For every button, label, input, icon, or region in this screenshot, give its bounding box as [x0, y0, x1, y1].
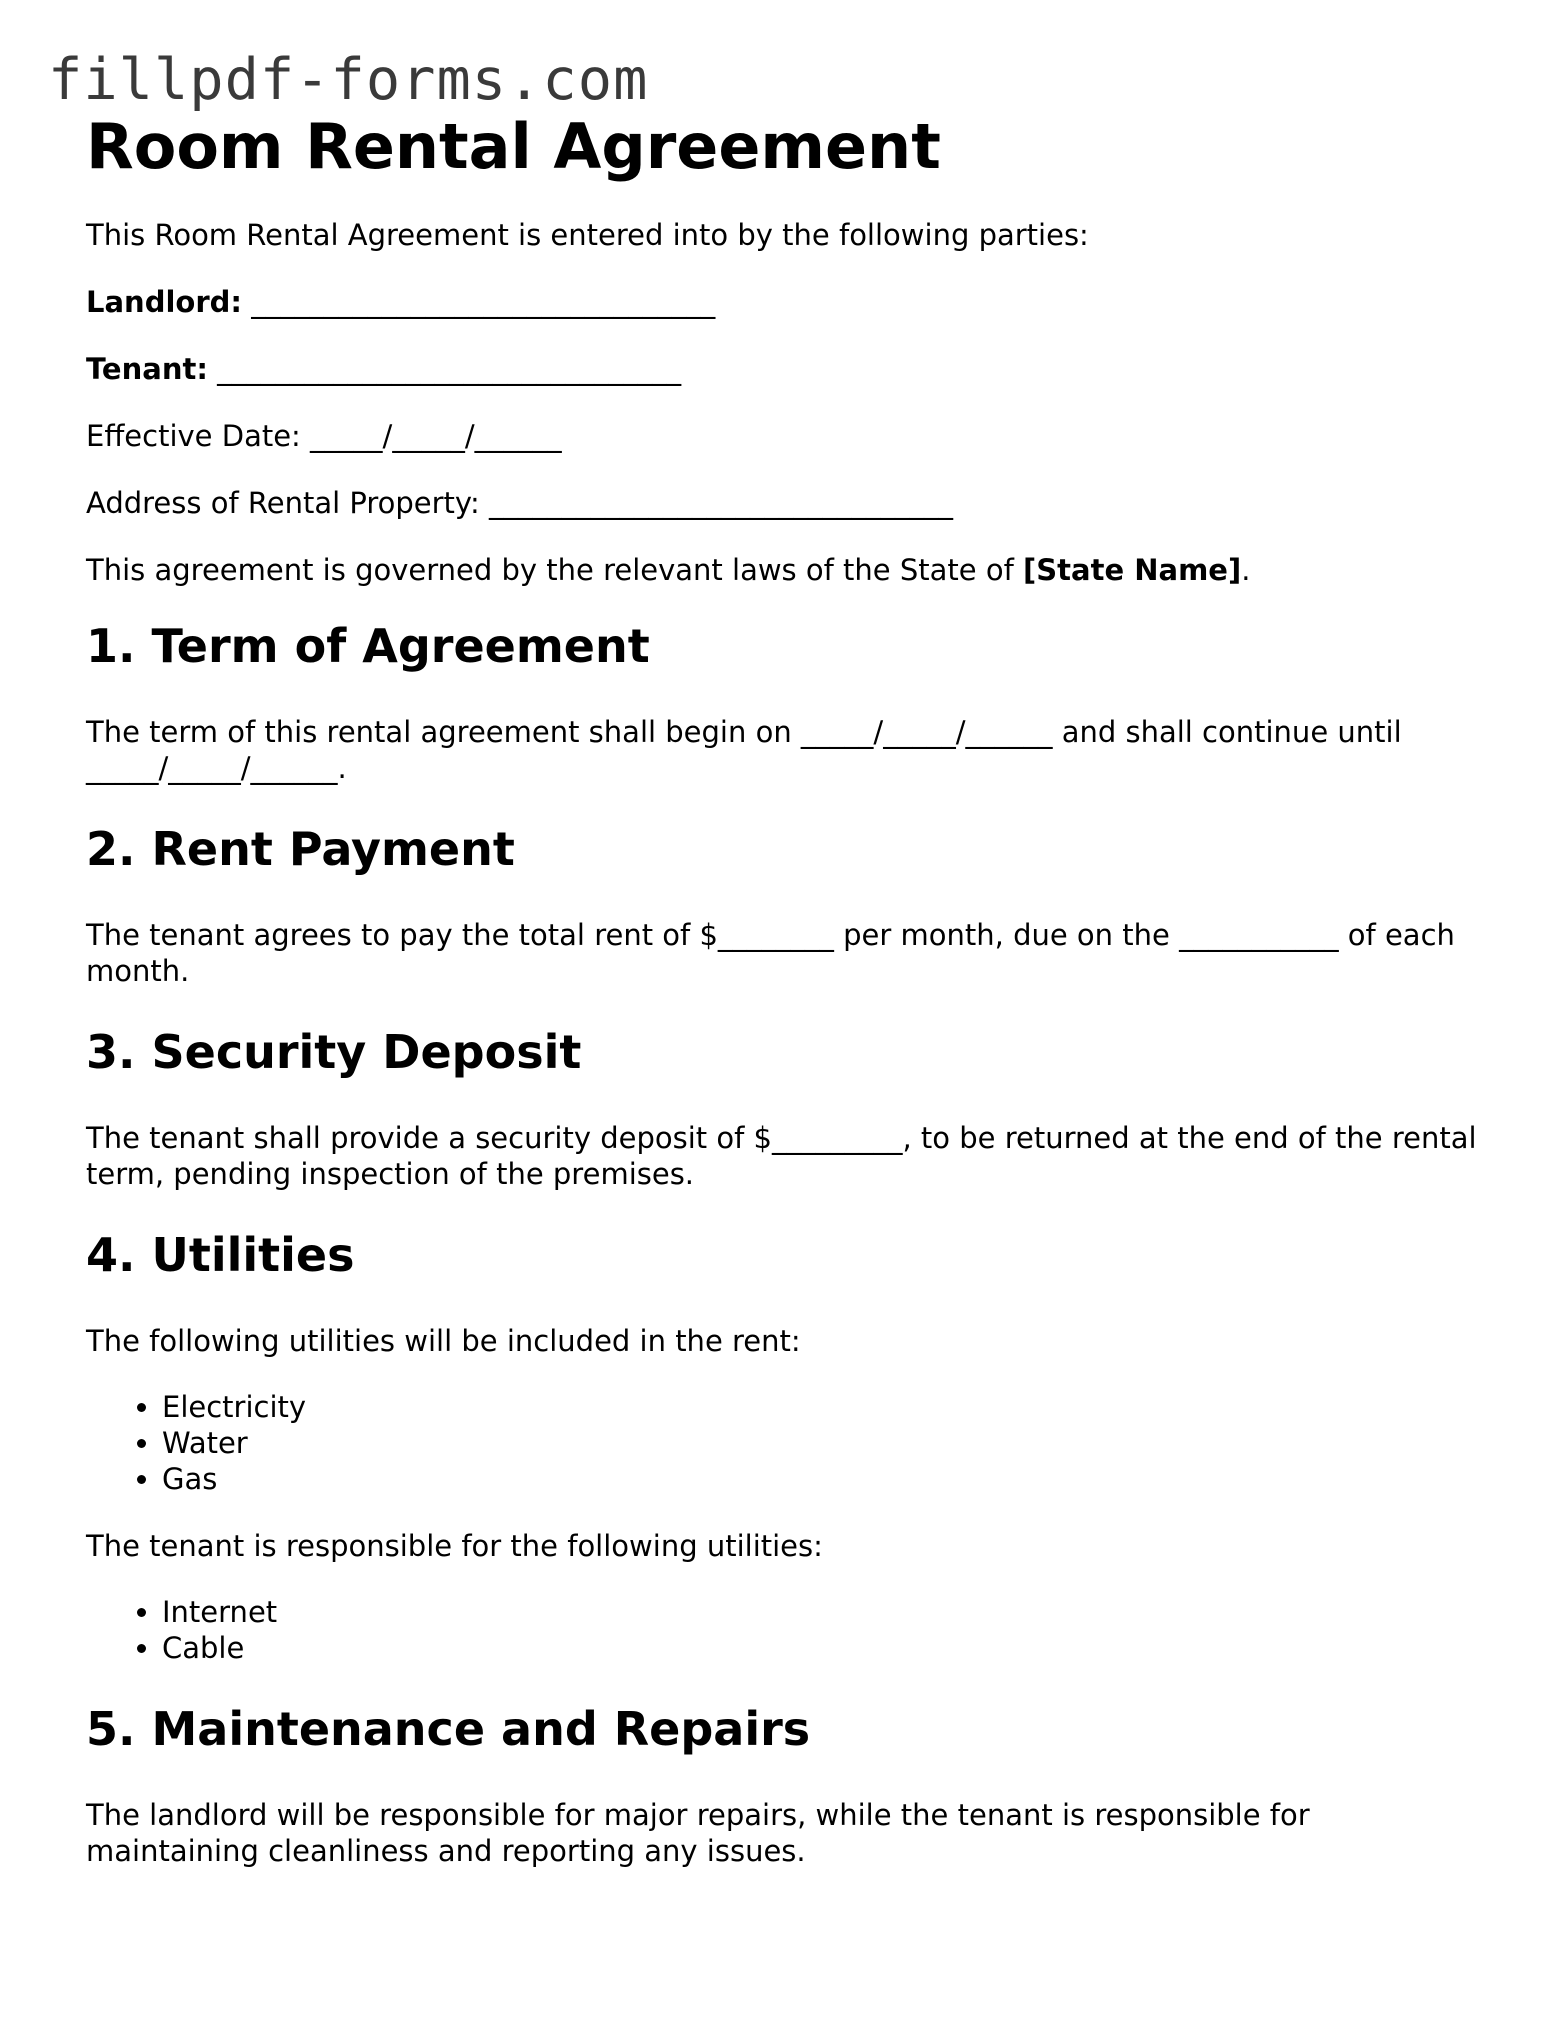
section-term-body: The term of this rental agreement shall begin on _____/_____/______ and shall continue until _____/_____/______.	[86, 715, 1402, 785]
document-title: Room Rental Agreement	[86, 110, 941, 183]
list-item: • Electricity	[162, 1389, 1486, 1425]
section-rent-body: The tenant agrees to pay the total rent of $________ per month, due on the ___________ of each month.	[86, 918, 1455, 988]
intro-text: This Room Rental Agreement is entered into by the following parties:	[86, 218, 1089, 252]
section-maintenance-heading: 5. Maintenance and Repairs	[86, 1702, 811, 1756]
governing-text-after: .	[1241, 553, 1251, 587]
list-item: • Cable	[162, 1630, 1486, 1666]
landlord-blank[interactable]: ________________________________	[251, 285, 716, 319]
tenant-label: Tenant:	[86, 352, 208, 386]
watermark: fillpdf-forms.com	[48, 47, 649, 113]
tenant-field[interactable]	[86, 351, 1486, 387]
utilities-included-list	[86, 1389, 1486, 1497]
list-item: • Water	[162, 1425, 1486, 1461]
landlord-field[interactable]	[86, 284, 1486, 320]
utilities-included-intro: The following utilities will be included in the rent:	[86, 1324, 801, 1358]
address-field[interactable]: Address of Rental Property: ________________________________	[86, 486, 953, 520]
section-term-heading: 1. Term of Agreement	[86, 619, 650, 673]
landlord-label: Landlord:	[86, 285, 242, 319]
list-item: • Gas	[162, 1461, 1486, 1497]
section-deposit-body: The tenant shall provide a security deposit of $_________, to be returned at the end of the rental term, pending inspection of the premises.	[86, 1121, 1477, 1191]
section-maintenance-body: The landlord will be responsible for major repairs, while the tenant is responsible for maintaining cleanliness and reporting any issues.	[86, 1798, 1310, 1868]
tenant-blank[interactable]: ________________________________	[217, 352, 682, 386]
utilities-tenant-intro: The tenant is responsible for the following utilities:	[86, 1529, 823, 1563]
state-name: [State Name]	[1023, 553, 1242, 587]
section-rent-heading: 2. Rent Payment	[86, 822, 515, 876]
section-deposit-heading: 3. Security Deposit	[86, 1025, 582, 1079]
section-utilities-heading: 4. Utilities	[86, 1228, 355, 1282]
effective-date-field[interactable]: Effective Date: _____/_____/______	[86, 419, 562, 453]
governing-text-before: This agreement is governed by the relevant laws of the State of	[86, 553, 1024, 587]
document-page	[86, 105, 1486, 1869]
utilities-tenant-list	[86, 1594, 1486, 1666]
list-item: • Internet	[162, 1594, 1486, 1630]
governing-law-text	[86, 552, 1486, 588]
